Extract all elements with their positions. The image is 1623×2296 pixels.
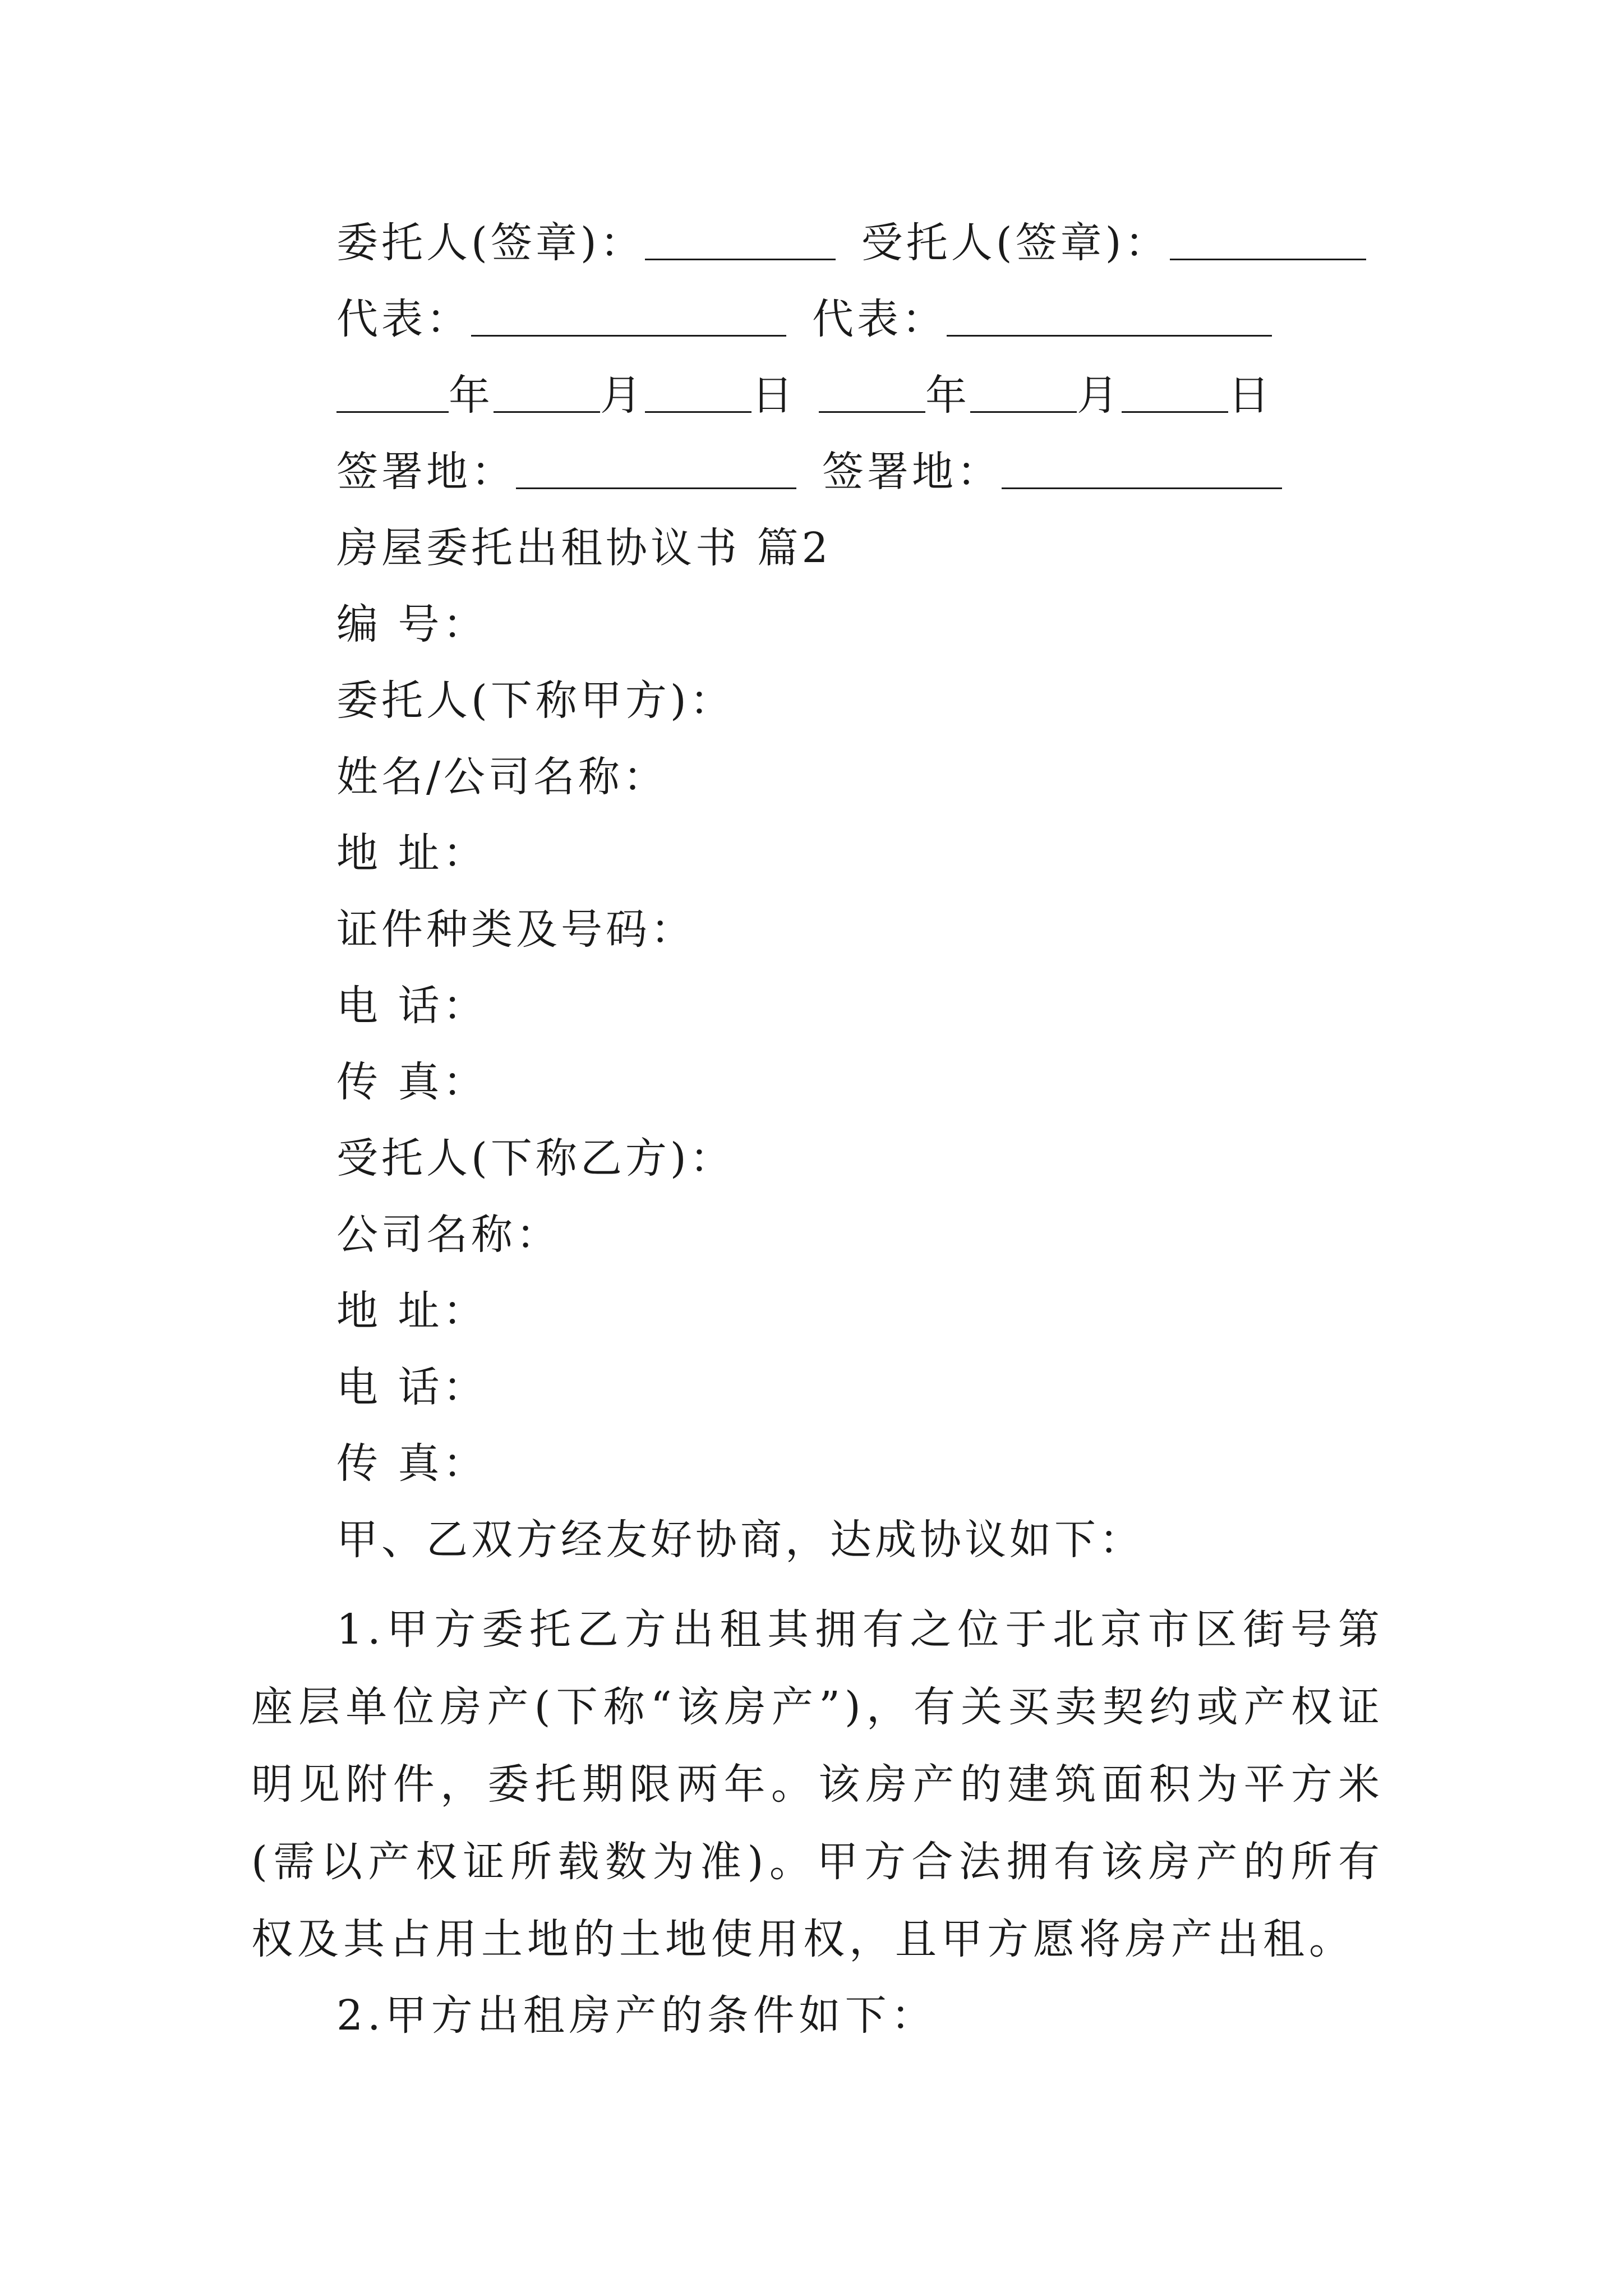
principal-day-label: 日 (751, 371, 796, 420)
agent-representative-blank (947, 296, 1272, 337)
agent-day-label: 日 (1228, 371, 1273, 420)
principal-signature-blank (645, 219, 836, 260)
field-principal: 委托人(下称甲方)： (336, 677, 735, 725)
agent-month-blank (970, 372, 1077, 413)
field-principal-address: 地 址： (336, 829, 488, 877)
field-principal-id: 证件种类及号码： (336, 905, 695, 954)
agent-day-blank (1122, 372, 1228, 413)
principal-signature-label: 委托人(签章)： (336, 219, 645, 267)
field-agent-address: 地 址： (336, 1287, 488, 1335)
agreement-intro: 甲、乙双方经友好协商，达成协议如下： (336, 1516, 1144, 1564)
field-agent-company: 公司名称： (336, 1211, 561, 1259)
agent-year-label: 年 (925, 371, 970, 420)
principal-year-blank (336, 372, 449, 413)
clause-1: 1.甲方委托乙方出租其拥有之位于北京市区街号第座层单位房产(下称“该房产”)，有关买卖契约或产权证明见附件，委托期限两年。该房产的建筑面积为平方米(需以产权证所载数为准)。甲方合法拥有该房产的所有权及其占用土地的土地使用权，且甲方愿将房产出租。 (251, 1605, 1384, 1963)
field-agent: 受托人(下称乙方)： (336, 1134, 735, 1182)
principal-place-blank (516, 448, 796, 489)
signature-row-representative (336, 291, 1272, 347)
principal-month-label: 月 (600, 371, 645, 420)
agent-year-blank (819, 372, 925, 413)
field-agent-fax: 传 真： (336, 1439, 488, 1488)
agent-signature-label: 受托人(签章)： (861, 219, 1170, 267)
agent-signature-blank (1170, 219, 1366, 260)
field-agent-phone: 电 话： (336, 1363, 488, 1411)
field-principal-fax: 传 真： (336, 1058, 488, 1106)
principal-representative-label: 代表： (336, 295, 471, 343)
principal-place-label: 签署地： (336, 448, 516, 496)
principal-year-label: 年 (449, 371, 494, 420)
principal-representative-blank (471, 296, 786, 337)
clause-2: 2.甲方出租房产的条件如下： (336, 1991, 937, 2040)
agent-representative-label: 代表： (812, 295, 947, 343)
signature-row-place (336, 444, 1282, 500)
principal-day-blank (645, 372, 751, 413)
field-principal-phone: 电 话： (336, 982, 488, 1030)
section-title: 房屋委托出租协议书 篇2 (336, 524, 832, 572)
field-number: 编 号： (336, 600, 488, 648)
agent-month-label: 月 (1077, 371, 1122, 420)
agent-place-label: 签署地： (822, 448, 1002, 496)
field-principal-name: 姓名/公司名称： (336, 753, 668, 801)
principal-month-blank (494, 372, 600, 413)
agent-place-blank (1002, 448, 1282, 489)
signature-row-parties (336, 215, 1366, 271)
signature-row-dates (336, 367, 1273, 424)
